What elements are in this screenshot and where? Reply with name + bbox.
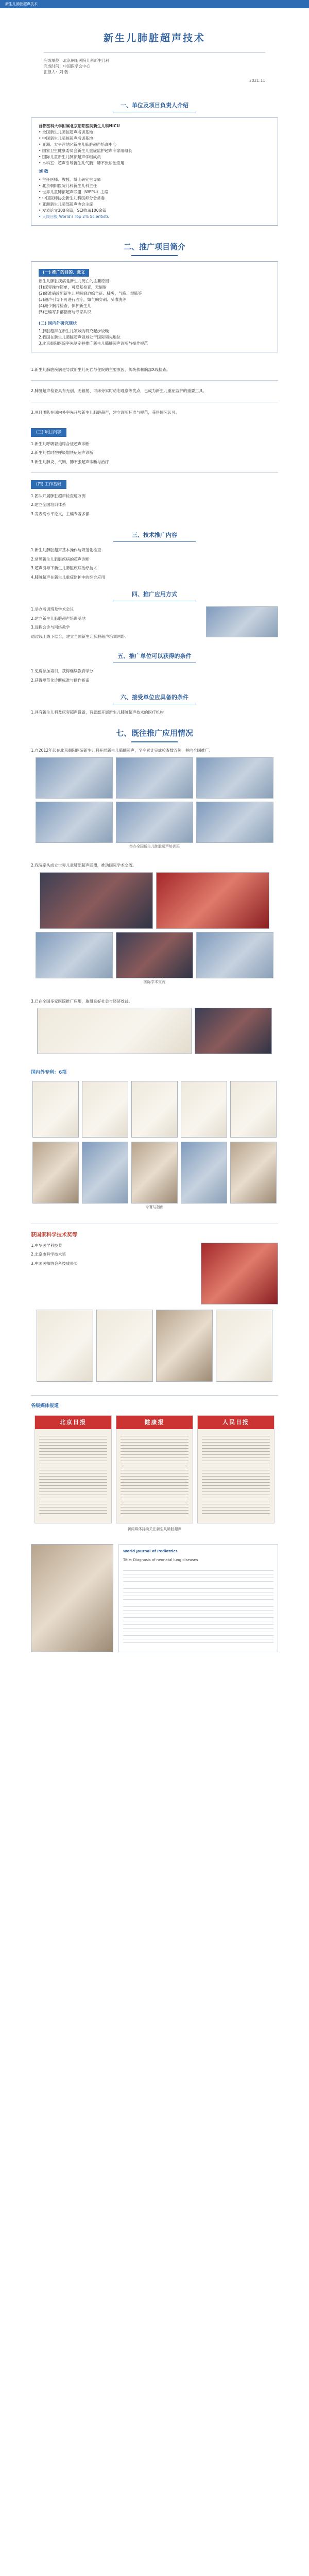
section-heading — [31, 241, 278, 256]
training-photo — [36, 757, 113, 799]
section-intro — [31, 101, 278, 225]
intro-line: • 国际儿童新生儿肺部超声学组成员 — [39, 155, 101, 160]
meta-line: 汇报人：刘 敬 — [44, 70, 68, 75]
section-tech-content — [31, 531, 278, 581]
section-project — [31, 241, 278, 352]
purpose-box — [31, 261, 278, 352]
leader-line: • 北京朝阳医院儿科新生儿科主任 — [39, 183, 97, 188]
section-heading — [31, 652, 278, 663]
foundation-label: (四) 工作基础 — [31, 480, 66, 488]
leader-line: • 发表论文300余篇，SCI收录100余篇 — [39, 208, 107, 213]
section-conditions-get — [31, 652, 278, 684]
history-text — [31, 998, 278, 1005]
book-cover — [230, 1142, 277, 1204]
list-item: 2.新生儿暂时性呼吸增快症超声诊断 — [31, 450, 94, 455]
training-photo — [116, 757, 193, 799]
paragraph: 1.自2012年起在北京朝阳医院新生儿科开展新生儿肺脏超声，至今累计完成检查数万例，并向全国推广。 — [31, 748, 213, 753]
history-text — [31, 862, 278, 869]
book-cover — [181, 1142, 227, 1204]
newspaper-clipping — [116, 1415, 193, 1523]
section-title: 七、既往推广应用情况 — [115, 728, 193, 738]
patents-label: 国内外专利：6项 — [31, 1070, 67, 1076]
section-history — [31, 727, 278, 1653]
paragraph: 3.项目团队在国内外率先开展新生儿肺脏超声，建立诊断标准与规范，获得国际认可。 — [31, 410, 180, 415]
section-title: 二、推广项目简介 — [123, 242, 185, 251]
award-certificate — [37, 1310, 93, 1382]
section-heading — [31, 693, 278, 704]
intro-line: • 全国新生儿肺脏超声培训基地 — [39, 130, 93, 135]
awards-block — [31, 1231, 278, 1382]
journal-excerpt — [118, 1544, 278, 1652]
section-underline — [131, 255, 178, 256]
awards-list — [31, 1243, 196, 1304]
section-title: 三、技术推广内容 — [132, 532, 177, 539]
section-heading — [31, 531, 278, 542]
divider — [31, 472, 278, 473]
meta-line: 完成时间：中国医学会中心 — [44, 64, 90, 69]
newspaper-masthead: 健康报 — [116, 1416, 193, 1429]
journal-cover — [31, 1544, 113, 1652]
list-item: 3.新生儿肺炎、气胸、肺不张超声诊断与治疗 — [31, 459, 109, 464]
newspaper-masthead: 北京日报 — [35, 1416, 111, 1429]
conference-photo — [156, 872, 269, 929]
intro-line: • 国家卫生健康委员会新生儿重症监护超声专家组组长 — [39, 148, 132, 154]
conference-photo — [36, 932, 113, 978]
section-background — [31, 367, 278, 416]
photo-caption: 举办全国新生儿肺脏超声培训班 — [129, 844, 180, 849]
photo-caption: 专著与指南 — [145, 1205, 164, 1210]
list-item: 1.具有新生儿科及床旁超声设备，有意愿开展新生儿肺脏超声技术的医疗机构 — [31, 710, 164, 715]
training-photo — [116, 802, 193, 843]
document-image — [195, 1008, 272, 1054]
divider — [31, 380, 278, 381]
purpose-line: 新生儿肺脏疾病是新生儿死亡的主要原因 — [39, 278, 109, 283]
meta-date: 2021.11 — [249, 78, 265, 83]
journal-title: Title: Diagnosis of neonatal lung diseases — [123, 1558, 198, 1563]
section-heading — [31, 590, 278, 601]
newspaper-clipping — [197, 1415, 274, 1523]
media-heading: 各级媒体报道 — [31, 1403, 59, 1409]
leader-line: • 亚洲新生儿肺部超声协会主席 — [39, 201, 93, 207]
list-item: 1.举办培训班及学术会议 — [31, 607, 74, 612]
training-photo — [36, 802, 113, 843]
intro-line: 首都医科大学附属北京朝阳医院新生儿科NICU — [39, 124, 120, 129]
paragraph: 通过线上线下结合，建立全国新生儿肺脏超声培训网络。 — [31, 634, 129, 639]
section-title: 五、推广单位可以获得的条件 — [117, 653, 192, 660]
section-heading — [31, 101, 278, 112]
award-row — [31, 1310, 278, 1382]
book-row — [31, 1142, 278, 1204]
list-item: 1.新生儿呼吸窘迫综合征超声诊断 — [31, 441, 90, 446]
status-heading: (二) 国内外研究现状 — [39, 320, 77, 326]
book-cover — [131, 1142, 178, 1204]
awards-heading: 获国家科学技术奖等 — [31, 1232, 77, 1239]
conference-photo — [196, 932, 273, 978]
list-item: 1.团队开展肺脏超声检查逾万例 — [31, 493, 85, 498]
section-underline — [113, 541, 196, 542]
awards-row — [31, 1243, 278, 1304]
purpose-line: (2)能准确诊断新生儿呼吸窘迫综合征、肺炎、气胸、湿肺等 — [39, 291, 142, 296]
tech-list — [31, 547, 278, 581]
purpose-line: (5)已编写多部指南与专家共识 — [39, 309, 91, 314]
title-block — [0, 8, 309, 89]
methods-row — [31, 606, 278, 642]
section-conditions-need — [31, 693, 278, 716]
journal-row — [31, 1544, 278, 1652]
section-heading — [31, 727, 278, 742]
divider — [31, 1395, 278, 1396]
paragraph: 3.已在全国多家医院推广应用，取得良好社会与经济效益。 — [31, 998, 133, 1004]
award-certificate — [96, 1310, 153, 1382]
patent-certificate — [230, 1081, 277, 1138]
section-underline — [131, 741, 178, 742]
book-cover — [32, 1142, 79, 1204]
media-block — [31, 1403, 278, 1532]
conditions-list — [31, 668, 278, 684]
section-content — [31, 428, 278, 517]
patents-block — [31, 1070, 278, 1210]
photo-caption: 新闻媒体持续关注新生儿肺脏超声 — [127, 1527, 182, 1531]
paragraph: 1.新生儿肺脏疾病是导致新生儿死亡与住院的主要原因，传统依赖胸部X线检查。 — [31, 367, 170, 372]
list-item: 3.超声引导下新生儿肺脏疾病治疗技术 — [31, 566, 97, 571]
newspaper-masthead: 人民日报 — [198, 1416, 274, 1429]
purpose-line: (1)床旁操作简单，可反复检查，无辐射 — [39, 284, 107, 290]
photo-row — [31, 932, 278, 978]
list-item: 2.北京市科学技术奖 — [31, 1252, 66, 1257]
methods-list — [31, 606, 201, 642]
meta-block — [44, 58, 265, 83]
photo-row — [31, 872, 278, 929]
photo-grid — [31, 757, 278, 843]
list-item: 3.发表高水平论文，主编专著多部 — [31, 511, 90, 516]
list-item: 4.肺脏超声在新生儿重症监护中的综合应用 — [31, 574, 105, 580]
patent-certificate — [32, 1081, 79, 1138]
purpose-line: (3)超声引导下可进行治疗，如气胸穿刺、肺灌洗等 — [39, 297, 127, 302]
list-item: 2.建立全国培训体系 — [31, 502, 66, 507]
title-divider — [44, 52, 265, 53]
intro-line: • 中国新生儿肺脏超声培训基地 — [39, 136, 93, 141]
leader-line: • 中国医师协会新生儿科医师分会常委 — [39, 195, 105, 200]
intro-line: • 本科室：超声引导新生儿气胸、肺不张诊治应用 — [39, 161, 125, 166]
newspaper-body — [39, 1433, 107, 1516]
status-line: 1.肺脏超声在新生儿领域的研究起步较晚 — [39, 328, 109, 333]
award-certificate — [216, 1310, 272, 1382]
list-item: 1.中华医学科技奖 — [31, 1243, 62, 1248]
patent-row — [31, 1081, 278, 1138]
top-banner-label: 新生儿肺脏超声技术 — [5, 2, 38, 6]
list-item: 3.中国医师协会科技成果奖 — [31, 1261, 78, 1266]
newspaper-body — [202, 1433, 270, 1516]
section-title: 四、推广应用方式 — [132, 591, 177, 598]
section-title: 一、单位及项目负责人介绍 — [121, 102, 188, 109]
newspaper-clipping — [35, 1415, 112, 1523]
list-item: 3.远程会诊与网络教学 — [31, 625, 70, 630]
conditions-list — [31, 709, 278, 716]
list-item: 1.新生儿肺脏超声基本操作与规范化检查 — [31, 548, 101, 553]
book-cover — [82, 1142, 128, 1204]
section-methods — [31, 590, 278, 642]
leader-line: • 世界儿童肺部超声联盟（WFPU）主席 — [39, 189, 109, 194]
photo-caption: 国际学术交流 — [144, 979, 165, 984]
paragraph: 2.肺脏超声检查具有无创、无辐射、可床旁实时动态观察等优点，已成为新生儿重症监护的重要工具。 — [31, 388, 207, 394]
training-photo — [196, 802, 273, 843]
news-row — [31, 1415, 278, 1523]
status-line: 3.北京朝阳医院率先制定并推广新生儿肺脏超声诊断与操作规范 — [39, 341, 148, 346]
newspaper-body — [121, 1433, 188, 1516]
patent-certificate — [82, 1081, 128, 1138]
patent-certificate — [181, 1081, 227, 1138]
training-photo — [196, 757, 273, 799]
conference-photo — [116, 932, 193, 978]
list-item: 2.获得规范化诊断标准与操作指南 — [31, 677, 90, 683]
list-item: 2.建立新生儿肺脏超声培训基地 — [31, 616, 85, 621]
award-certificate — [201, 1243, 278, 1304]
paragraph: 2.我院牵头成立世界儿童肺部超声联盟，推动国际学术交流。 — [31, 863, 136, 868]
section-title: 六、接受单位应具备的条件 — [121, 694, 188, 701]
content-label: (三) 项目内容 — [31, 428, 66, 436]
leader-line: • 人民日报 World's Top 2% Scientists — [39, 214, 109, 219]
leader-line: • 主任医师、教授、博士研究生导师 — [39, 177, 101, 182]
intro-line: • 亚洲、太平洋地区新生儿肺脏超声培训中心 — [39, 142, 117, 147]
intro-box — [31, 117, 278, 225]
list-item: 1.免费参加培训，获得继续教育学分 — [31, 669, 94, 674]
status-line: 2.我国在新生儿肺脏超声领域处于国际领先地位 — [39, 334, 121, 340]
document-image — [37, 1008, 192, 1054]
website-screenshot — [206, 606, 278, 637]
top-banner — [0, 0, 309, 8]
award-certificate — [156, 1310, 213, 1382]
purpose-heading: (一) 推广的目的、意义 — [39, 269, 89, 276]
conference-photo — [40, 872, 153, 929]
leader-name: 刘 敬 — [39, 169, 48, 174]
list-item: 2.常见新生儿肺脏疾病的超声诊断 — [31, 556, 90, 562]
history-text — [31, 748, 278, 754]
patent-certificate — [131, 1081, 178, 1138]
journal-name: World Journal of Pediatrics — [123, 1549, 178, 1554]
journal-text-block — [123, 1567, 273, 1645]
photo-row — [31, 1008, 278, 1054]
meta-line: 完成单位：北京朝阳医院儿科新生儿科 — [44, 58, 110, 63]
purpose-line: (4)减少胸片检查，保护新生儿 — [39, 303, 91, 308]
page-title: 新生儿肺脏超声技术 — [103, 32, 205, 44]
